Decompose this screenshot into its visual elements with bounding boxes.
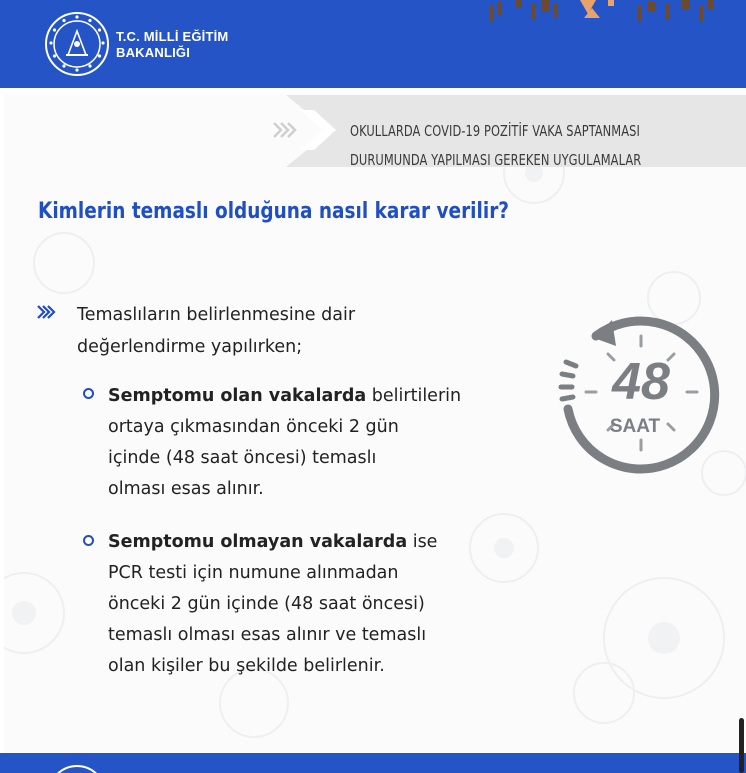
ministry-seal-icon [44,11,110,77]
item-line: ortaya çıkmasından önceki 2 gün [108,417,399,437]
children-illustration-icon [488,0,718,24]
item-bold: Semptomu olmayan vakalarda [108,532,408,552]
item-line: önceki 2 gün içinde (48 saat öncesi) [108,594,425,614]
list-item [108,527,437,682]
item-line: PCR testi için numune alınmadan [108,563,399,583]
section-question: Kimlerin temaslı olduğuna nasıl karar verilir? [38,199,510,224]
item-line: olması esas alınır. [108,479,264,499]
list-item [108,381,461,505]
item-text: belirtilerin [366,386,462,406]
intro-line1: Temaslıların belirlenmesine dair [77,305,356,325]
topic-line1: OKULLARDA COVID-19 POZİTİF VAKA SAPTANMASI [350,122,640,140]
scrollbar[interactable] [739,718,744,773]
header-bar [0,0,746,88]
clock-hours-number: 48 [612,353,670,411]
topic-banner-text [350,117,641,175]
footer-bar [0,753,746,773]
item-line: olan kişiler bu şekilde belirlenir. [108,656,385,676]
bullet-circle-icon [83,535,94,546]
ministry-name-line1: T.C. MİLLİ EĞİTİM [116,29,229,44]
item-line: temaslı olması esas alınır ve temaslı [108,625,427,645]
item-text: ise [407,532,438,552]
banner-arrow-icon [270,110,340,150]
bullet-circle-icon [83,388,94,399]
ministry-seal-icon [48,765,106,773]
ministry-name [116,29,228,61]
topic-line2: DURUMUNDA YAPILMASI GEREKEN UYGULAMALAR [350,151,642,169]
intro-text [77,299,355,363]
intro-line2: değerlendirme yapılırken; [77,337,303,357]
item-line: içinde (48 saat öncesi) temaslı [108,448,377,468]
clock-hours-unit: SAAT [609,416,661,437]
item-bold: Semptomu olan vakalarda [108,386,367,406]
ministry-name-line2: BAKANLIĞI [116,45,191,60]
double-chevron-icon [36,302,56,322]
